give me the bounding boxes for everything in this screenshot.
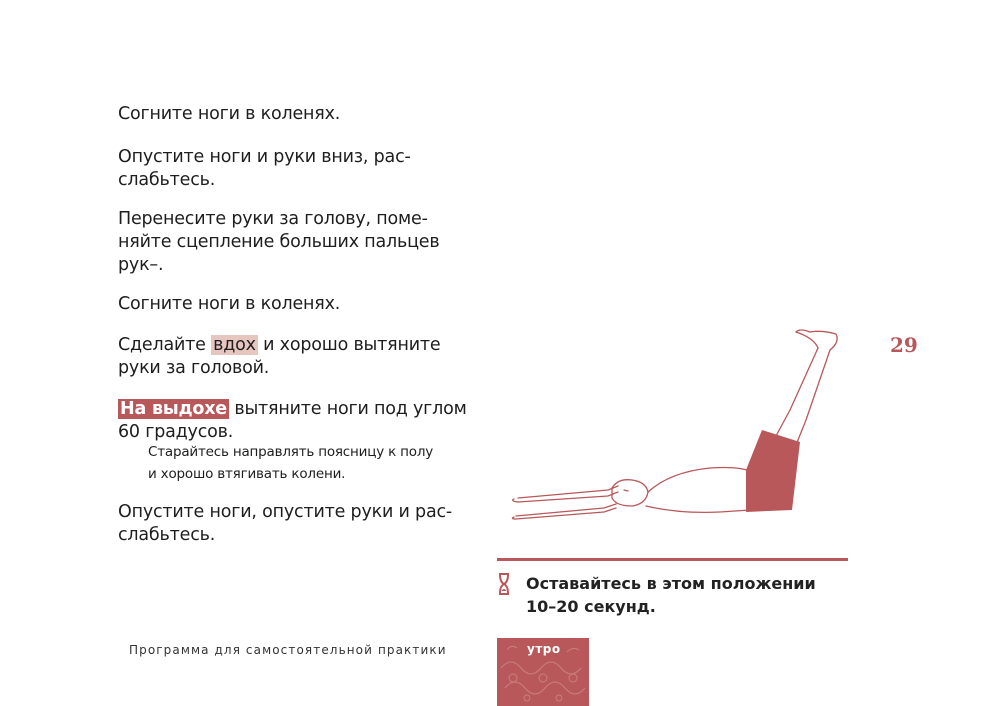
instruction-text: Опустите ноги, опустите руки и рас- слабьтесь. [118,502,453,545]
instruction-text: Согните ноги в коленях. [118,294,341,314]
instruction-3 [118,208,478,277]
instruction-text-part: и хорошо вытяните руки за головой. [118,335,441,378]
instruction-text: Опустите ноги и руки вниз, рас- слабьтесь. [118,147,411,190]
instruction-1 [118,103,478,126]
instruction-6 [118,398,478,444]
hourglass-icon [497,573,511,595]
instruction-7 [118,501,478,547]
instruction-text: Перенесите руки за голову, поме- няйте сцепление больших пальцев рук–. [118,209,440,275]
instruction-6-tip: Старайтесь направлять поясницу к полу и хорошо втягивать колени. [148,444,434,482]
section-divider [497,558,848,561]
section-tab-label: утро [527,642,561,656]
instruction-text [118,398,478,444]
instruction-text-part: вытяните ноги под углом 60 градусов. [118,399,467,442]
instruction-5 [118,334,478,380]
hold-duration-note: Оставайтесь в этом положении 10–20 секунд. [526,574,816,616]
pose-illustration [500,320,850,530]
inhale-highlight: вдох [213,335,256,355]
instruction-2 [118,146,478,192]
instruction-text: Согните ноги в коленях. [118,104,341,124]
exhale-highlight: На выдохе [120,399,227,419]
section-tab [497,638,589,706]
page-number: 29 [890,333,918,357]
instruction-4 [118,293,478,316]
instruction-text [118,334,478,380]
footer-caption: Программа для самостоятельной практики [129,643,447,657]
instruction-text-part: Сделайте [118,335,212,355]
